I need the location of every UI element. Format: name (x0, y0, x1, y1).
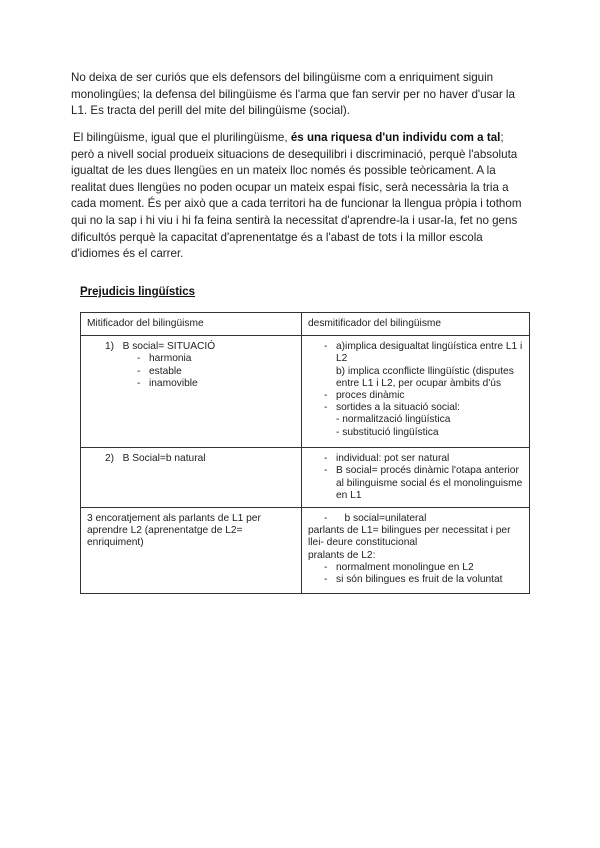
list-item: - inamovible (137, 378, 295, 390)
list-item: - B social= procés dinàmic l'otapa anterior al bilinguisme social és el monolinguisme en L1 (324, 465, 523, 502)
paragraph-text-end: ; però a nivell social produeix situacions de desequilibri i discriminació, perquè l'absoluta igualtat de les dues llengües en un mateix lloc només és possible teòricament. A la realitat dues llengües no poden ocupar un mateix espai físic, serà necessària la tria a cada moment. És per això que a cada territori ha de funcionar la llengua pròpia i tothom qui no la sap i hi viu i hi fa feina sentirà la necessitat d'aprendre-la i usar-la, fet no gens dificultós perquè la capacitat d'aprenentatge és a l'abast de tots i la millor escola d'idiomes és el carrer. (71, 131, 522, 261)
table-row (81, 508, 530, 594)
paragraph-text-start: El bilingüisme, igual que el plurilingüisme, (73, 131, 291, 144)
cell-line: parlants de L1= bilingues per necessitat i per llei- deure constitucional (308, 525, 511, 549)
cell-line: pralants de L2: (308, 549, 376, 561)
numbered-item (87, 453, 295, 465)
dash-list (308, 562, 523, 586)
sub-list-item: - substitució lingüística (336, 426, 439, 438)
list-item: - normalment monolingue en L2 (324, 562, 523, 574)
cell-text: 3 encoratjement als parlants de L1 per aprendre L2 (aprenentatge de L2= enriquiment) (87, 513, 261, 549)
prejudices-table (80, 312, 530, 594)
sub-list (308, 414, 523, 438)
table-cell-left (81, 336, 302, 448)
table-row (81, 448, 530, 508)
table-cell-right (302, 448, 530, 508)
dash-list (308, 453, 523, 502)
list-item: - proces dinàmic (324, 390, 523, 402)
item-number: 1) (105, 341, 115, 353)
item-number: 2) (105, 453, 115, 465)
sub-list-item: - normalització lingüística (336, 414, 451, 426)
dash-list (308, 513, 523, 525)
item-title: B social= SITUACIÓ (122, 341, 216, 353)
table-cell-left (81, 508, 302, 594)
list-item (324, 513, 523, 525)
header-mythifier: Mitificador del bilingüisme (81, 313, 302, 336)
list-item (324, 341, 523, 365)
dash-list (87, 353, 295, 390)
list-item-text: a)implica desigualtat lingüística entre L1 i L2 (336, 341, 523, 365)
paragraph-bold-phrase: és una riquesa d'un individu com a tal (290, 131, 501, 144)
list-item: - harmonia (137, 353, 295, 365)
table-row (81, 336, 530, 448)
table-cell-right (302, 336, 530, 448)
table-header-row (81, 313, 530, 336)
table-cell-left (81, 448, 302, 508)
header-demythifier: desmitificador del bilingüisme (302, 313, 530, 336)
paragraph-bilingualism (71, 130, 523, 263)
list-item-text: b social=unilateral (344, 513, 427, 525)
list-item: - si són bilingues es fruit de la voluntat (324, 574, 523, 586)
table-cell-right (302, 508, 530, 594)
list-item: - estable (137, 366, 295, 378)
dash-list (308, 390, 523, 414)
paragraph-intro: No deixa de ser curiós que els defensors del bilingüisme com a enriquiment siguin monolingües; la defensa del bilingüisme és l'arma que fan servir per no haver d'usar la L1. Es tracta del perill del mite del bilingüisme (social). (71, 71, 515, 118)
numbered-item (87, 341, 295, 353)
list-continuation: b) implica cconflicte llingüístic (disputes entre L1 i L2, per ocupar àmbits d'ús (336, 365, 514, 389)
dash-list (308, 341, 523, 365)
list-item: - individual: pot ser natural (324, 453, 523, 465)
item-title: B Social=b natural (122, 453, 206, 465)
list-item: - sortides a la situació social: (324, 402, 523, 414)
section-title: Prejudicis lingüístics (80, 286, 196, 298)
